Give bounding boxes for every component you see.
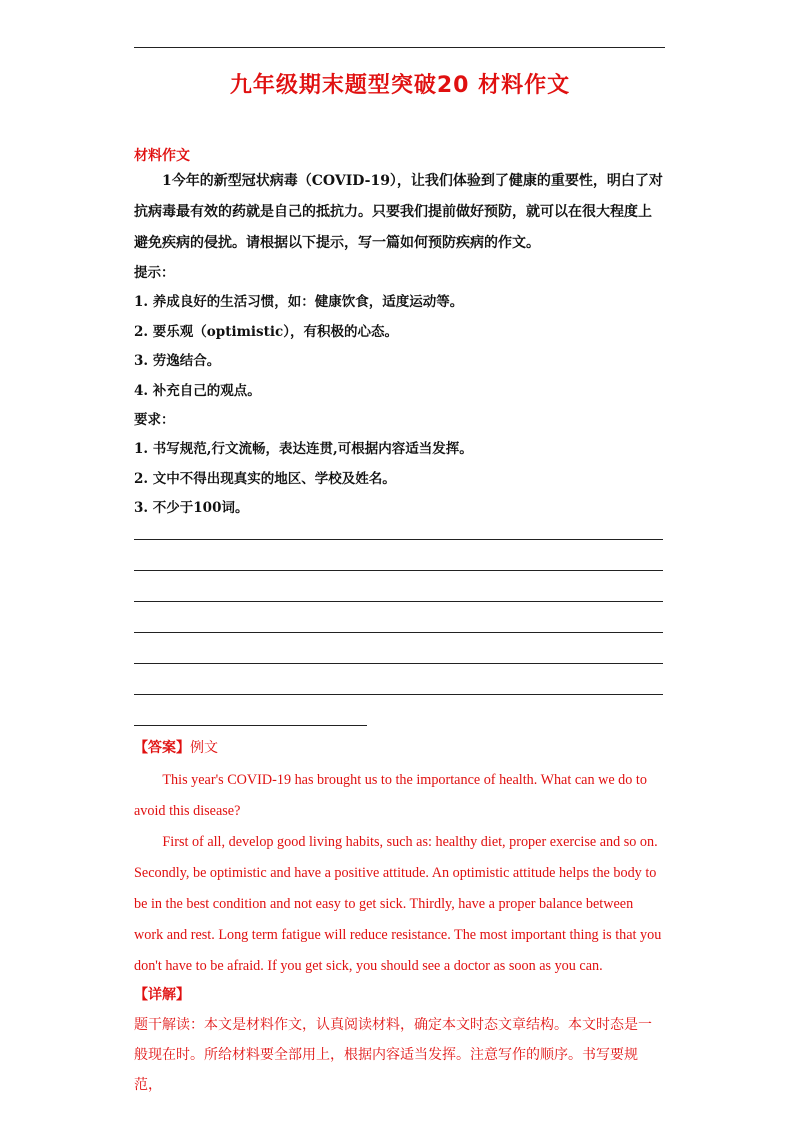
section-heading: 材料作文 (134, 148, 190, 164)
answer-section (134, 737, 664, 1100)
requirement-item: 1. 书写规范,行文流畅，表达连贯,可根据内容适当发挥。 (134, 441, 473, 458)
detail-label: 【详解】 (134, 987, 190, 1003)
question-section (134, 146, 664, 524)
answer-heading (134, 737, 664, 759)
answer-type: 例文 (190, 740, 218, 756)
page-title: 九年级期末题型突破20 材料作文 (229, 73, 571, 98)
hint-item: 1. 养成良好的生活习惯，如：健康饮食，适度运动等。 (134, 294, 464, 311)
writing-line[interactable] (134, 694, 663, 695)
writing-line[interactable] (134, 601, 663, 602)
question-text: 1今年的新型冠状病毒（COVID-19），让我们体验到了健康的重要性，明白了对抗病毒最有效的药就是自己的抵抗力。只要我们提前做好预防，就可以在很大程度上避免疾病的侵扰。请根据以下提示，写一篇如何预防疾病的作文。 (134, 173, 663, 251)
requirement-item: 2. 文中不得出现真实的地区、学校及姓名。 (134, 470, 396, 487)
answer-label: 【答案】 (134, 740, 190, 756)
requirements-label: 要求： (134, 412, 175, 429)
writing-line[interactable] (134, 632, 663, 633)
header-rule (134, 47, 665, 48)
writing-line[interactable] (134, 725, 367, 726)
hint-item: 3. 劳逸结合。 (134, 353, 221, 370)
detail-text: 题干解读：本文是材料作文，认真阅读材料，确定本文时态文章结构。本文时态是一般现在时。所给材料要全部用上，根据内容适当发挥。注意写作的顺序。书写要规范， (134, 1017, 652, 1093)
hint-item: 2. 要乐观（optimistic），有积极的心态。 (134, 323, 398, 340)
requirement-item: 3. 不少于100词。 (134, 500, 249, 517)
essay-paragraph: This year's COVID-19 has brought us to the importance of health. What can we do to avoid this disease? (134, 772, 647, 819)
writing-line[interactable] (134, 570, 663, 571)
hint-item: 4. 补充自己的观点。 (134, 382, 261, 399)
hints-label: 提示： (134, 265, 175, 281)
writing-line[interactable] (134, 539, 663, 540)
writing-line[interactable] (134, 663, 663, 664)
essay-paragraph: First of all, develop good living habits, such as: healthy diet, proper exercise and so on. Secondly, be optimistic and have a positive attitude. An optimistic attitude helps the body to be in the best condition and not easy to get sick. Thirdly, have a proper balance between work and rest. Long term fatigue will reduce resistance. The most important thing is that you don't have to be afraid. If you get sick, you should see a doctor as soon as you can. (134, 834, 662, 974)
